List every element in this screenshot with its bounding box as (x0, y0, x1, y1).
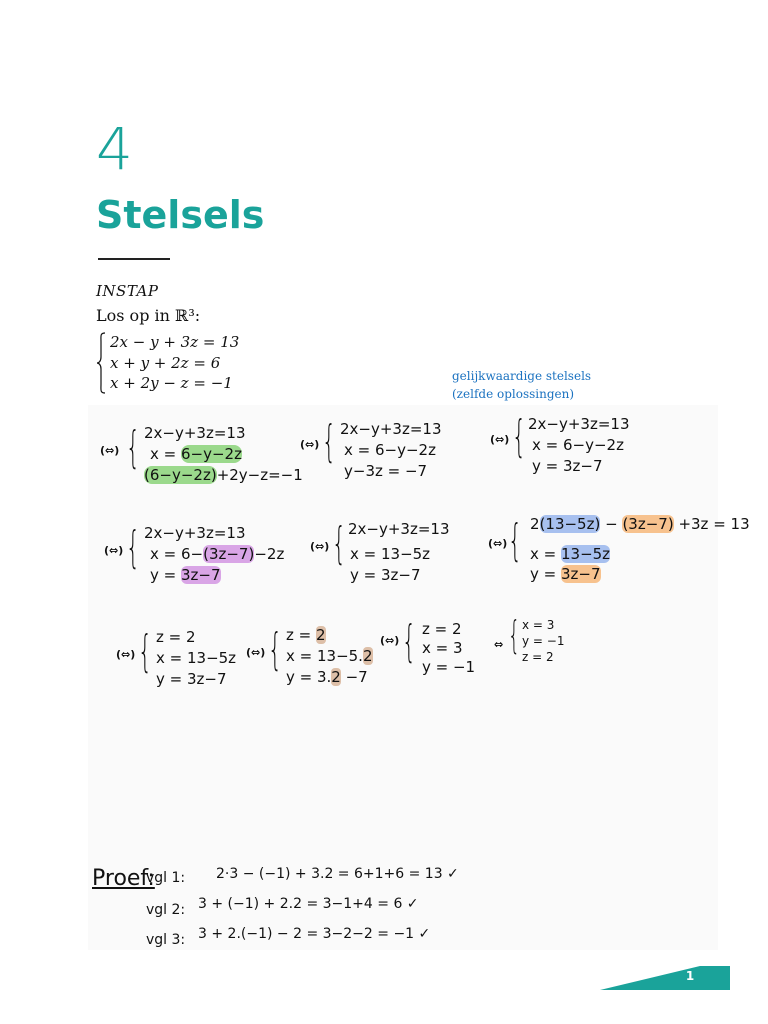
step-2-row-3: y−3z = −7 (344, 462, 428, 480)
step-brace: { (322, 416, 336, 467)
step-8-row-2 (286, 647, 373, 666)
step-1-row-3-highlight: (6−y−2z) (144, 466, 217, 484)
step-8-row-1-highlight: 2 (315, 626, 326, 644)
system-equations (110, 332, 239, 394)
step-8-row-2-highlight: 2 (362, 647, 373, 665)
step-6-row-3 (530, 565, 601, 584)
chapter-number: 4 (96, 115, 133, 183)
step-2-row-2: x = 6−y−2z (344, 441, 436, 459)
step-brace: { (138, 626, 152, 677)
step-brace: { (332, 518, 346, 569)
step-6-row-1 (530, 515, 750, 534)
equivalence-symbol: (⇔) (490, 433, 510, 446)
step-brace: { (126, 522, 140, 573)
step-6-row-1-highlight-orange: (3z−7) (622, 515, 674, 533)
system-eq-1: 2x − y + 3z = 13 (110, 333, 240, 351)
step-4-row-3-lhs: y = (150, 566, 181, 584)
step-4-row-2-highlight: (3z−7) (203, 545, 255, 563)
step-9-row-2: x = 3 (422, 639, 463, 657)
step-9-row-3: y = −1 (422, 658, 476, 676)
page-number: 1 (685, 969, 695, 983)
step-2-row-1: 2x−y+3z=13 (340, 420, 442, 438)
proof-row-1-label: vgl 1: (146, 870, 186, 886)
system-brace (96, 332, 106, 394)
task-set: ℝ³: (175, 306, 201, 325)
step-3-row-3: y = 3z−7 (532, 457, 603, 475)
step-6-row-2-highlight: 13−5z (560, 545, 611, 563)
step-6-row-2-lhs: x = (530, 545, 561, 563)
step-6-row-1-rest: +3z = 13 (673, 515, 750, 533)
section-label: INSTAP (96, 282, 159, 300)
step-1-row-2-highlight: 6−y−2z (180, 445, 242, 463)
step-7-row-3: y = 3z−7 (156, 670, 227, 688)
equivalence-symbol: (⇔) (310, 540, 330, 553)
step-3-row-2: x = 6−y−2z (532, 436, 624, 454)
step-1-row-2-lhs: x = (150, 445, 181, 463)
step-8-row-1-lhs: z = (286, 626, 316, 644)
equivalence-symbol: (⇔) (300, 438, 320, 451)
step-10-row-3: z = 2 (522, 650, 554, 664)
annotation-note (452, 367, 591, 403)
step-8-row-3-lhs: y = 3. (286, 668, 332, 686)
step-8-row-2-lhs: x = 13−5. (286, 647, 363, 665)
step-4-row-1: 2x−y+3z=13 (144, 524, 246, 542)
step-1-row-1: 2x−y+3z=13 (144, 424, 246, 442)
step-brace: { (512, 411, 526, 462)
step-8-row-3-highlight: 2 (331, 668, 341, 686)
proof-row-1-text: 2·3 − (−1) + 3.2 = 6+1+6 = 13 ✓ (216, 866, 459, 882)
title-divider (98, 258, 170, 260)
equivalence-symbol: (⇔) (100, 444, 120, 457)
step-brace: { (126, 422, 140, 473)
step-4-row-2-rest: −2z (254, 545, 285, 563)
equivalence-symbol: (⇔) (380, 634, 400, 647)
step-10-row-1: x = 3 (522, 618, 555, 632)
step-brace: { (508, 515, 522, 566)
step-4-row-2 (150, 545, 284, 564)
step-1-row-3 (144, 466, 303, 485)
equivalence-symbol: (⇔) (246, 646, 266, 659)
step-4-row-3 (150, 566, 221, 585)
equivalence-symbol: (⇔) (116, 648, 136, 661)
step-6-row-3-lhs: y = (530, 565, 561, 583)
equivalence-symbol: (⇔) (104, 544, 124, 557)
step-5-row-1: 2x−y+3z=13 (348, 520, 450, 538)
step-8-row-3-rest: −7 (340, 668, 368, 686)
step-3-row-1: 2x−y+3z=13 (528, 415, 630, 433)
equivalence-symbol: (⇔) (488, 537, 508, 550)
step-brace: { (508, 613, 521, 657)
step-6-row-1-highlight-blue: (13−5z) (539, 515, 601, 533)
step-4-row-2-lhs: x = 6− (150, 545, 204, 563)
step-6-row-2 (530, 545, 610, 564)
step-8-row-3 (286, 668, 368, 687)
equivalence-arrow: ⇔ (494, 638, 504, 651)
step-brace: { (402, 616, 416, 667)
step-8-row-1 (286, 626, 326, 645)
system-eq-2: x + y + 2z = 6 (110, 353, 221, 372)
step-7-row-1: z = 2 (156, 628, 196, 646)
proof-row-3-label: vgl 3: (146, 932, 186, 948)
step-4-row-3-highlight: 3z−7 (180, 566, 221, 584)
task-prefix: Los op in (96, 306, 176, 325)
step-9-row-1: z = 2 (422, 620, 462, 638)
step-1-row-2 (150, 445, 242, 464)
step-5-row-3: y = 3z−7 (350, 566, 421, 584)
system-eq-3: x + 2y − z = −1 (110, 374, 233, 392)
step-6-row-3-highlight: 3z−7 (560, 565, 601, 583)
step-5-row-2: x = 13−5z (350, 545, 431, 563)
step-10-row-2: y = −1 (522, 634, 565, 648)
step-6-row-1-minus: − (600, 515, 623, 533)
task-instruction (96, 306, 200, 325)
proof-row-2-label: vgl 2: (146, 902, 186, 918)
chapter-title: Stelsels (96, 193, 265, 237)
step-1-row-3-rest: +2y−z=−1 (216, 466, 303, 484)
step-6-row-1-factor: 2 (530, 515, 540, 533)
proof-label: Proef: (92, 866, 155, 891)
step-brace: { (268, 624, 282, 675)
page-number-tab (600, 966, 730, 990)
annotation-line-2: (zelfde oplossingen) (452, 387, 575, 401)
proof-row-3-text: 3 + 2.(−1) − 2 = 3−2−2 = −1 ✓ (198, 926, 431, 942)
step-7-row-2: x = 13−5z (156, 649, 237, 667)
annotation-line-1: gelijkwaardige stelsels (452, 369, 592, 383)
proof-row-2-text: 3 + (−1) + 2.2 = 3−1+4 = 6 ✓ (198, 896, 419, 912)
